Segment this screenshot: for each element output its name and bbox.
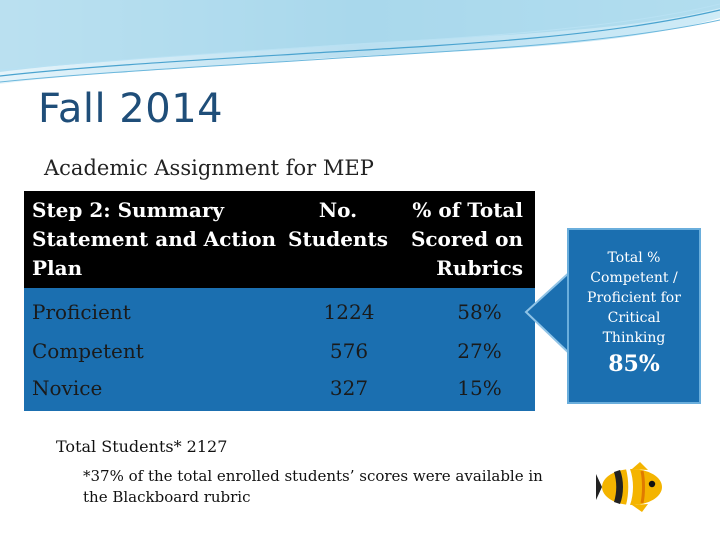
- results-table: [24, 191, 535, 411]
- slide-subtitle: Academic Assignment for MEP: [44, 156, 374, 180]
- tropical-fish-icon: [596, 462, 676, 512]
- row-students: 576: [329, 338, 369, 363]
- table-header-row: [24, 191, 535, 288]
- row-students: 327: [329, 376, 369, 400]
- callout-value: 85%: [608, 351, 660, 377]
- row-percent: 15%: [457, 376, 502, 400]
- table-row: [24, 369, 535, 411]
- callout-box: [567, 228, 701, 404]
- footnote-note: *37% of the total enrolled students’ scores were available in the Blackboard rubric: [83, 467, 543, 506]
- header-percent: % of Total Scored on Rubrics: [410, 198, 523, 280]
- header-step: Step 2: Summary Statement and Action Plan: [32, 198, 277, 280]
- header-students: No. Students: [288, 198, 388, 251]
- row-students: 1224: [323, 300, 375, 324]
- header-wave-decoration: [0, 0, 720, 90]
- row-level: Novice: [32, 376, 103, 400]
- table-row: [24, 332, 535, 369]
- callout-label: Total % Competent / Proficient for Critical Thinking: [587, 250, 681, 346]
- row-level: Proficient: [32, 300, 131, 324]
- row-percent: 27%: [457, 338, 502, 363]
- total-students: Total Students* 2127: [56, 437, 228, 456]
- row-percent: 58%: [457, 300, 502, 324]
- table-row: [24, 288, 535, 332]
- row-level: Competent: [32, 338, 144, 363]
- slide-title: Fall 2014: [38, 86, 224, 132]
